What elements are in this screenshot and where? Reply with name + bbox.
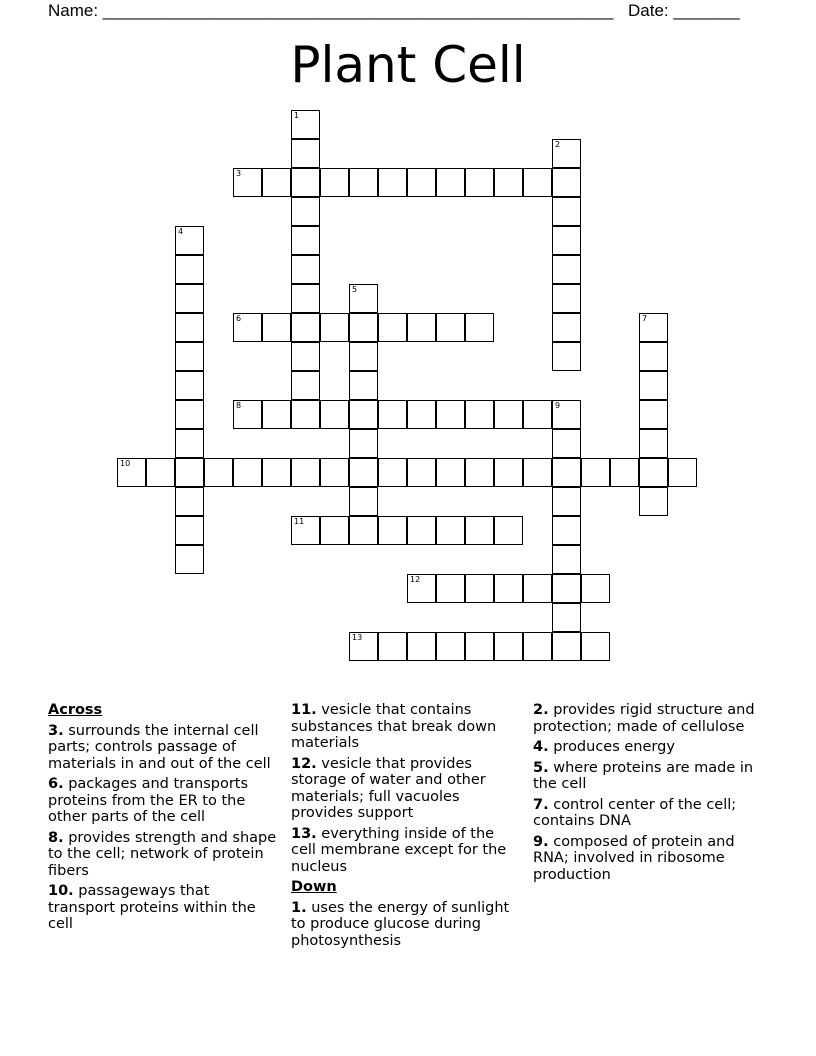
clue-down-5: 5. where proteins are made in the cell (533, 759, 754, 792)
grid-cell[interactable] (117, 458, 146, 487)
grid-cell[interactable] (436, 168, 465, 197)
clue-number: 10 (120, 459, 131, 468)
grid-cell[interactable] (320, 313, 349, 342)
grid-cell[interactable] (552, 458, 581, 487)
clue-across-10: 10. passageways that transport proteins within the cell (48, 883, 256, 932)
grid-cell[interactable] (320, 516, 349, 545)
grid-cell[interactable] (494, 168, 523, 197)
grid-cell[interactable] (552, 400, 581, 429)
grid-cell[interactable] (291, 458, 320, 487)
grid-cell[interactable] (349, 284, 378, 313)
grid-cell[interactable] (291, 168, 320, 197)
grid-cell[interactable] (494, 400, 523, 429)
clue-down-7: 7. control center of the cell; contains DNA (533, 796, 737, 829)
grid-cell[interactable] (262, 458, 291, 487)
grid-cell[interactable] (233, 313, 262, 342)
grid-cell[interactable] (320, 458, 349, 487)
grid-cell[interactable] (407, 632, 436, 661)
grid-cell[interactable] (494, 516, 523, 545)
clue-down-2: 2. provides rigid structure and protection; made of cellulose (533, 702, 755, 735)
grid-cell[interactable] (175, 226, 204, 255)
grid-cell[interactable] (233, 400, 262, 429)
grid-cell[interactable] (349, 429, 378, 458)
grid-cell[interactable] (349, 342, 378, 371)
grid-cell[interactable] (552, 429, 581, 458)
grid-cell[interactable] (378, 400, 407, 429)
grid-cell[interactable] (262, 400, 291, 429)
grid-cell[interactable] (291, 226, 320, 255)
grid-cell[interactable] (552, 574, 581, 603)
grid-cell[interactable] (407, 574, 436, 603)
grid-cell[interactable] (291, 400, 320, 429)
grid-cell[interactable] (552, 255, 581, 284)
grid-cell[interactable] (552, 168, 581, 197)
grid-cell[interactable] (639, 458, 668, 487)
grid-cell[interactable] (175, 400, 204, 429)
grid-cell[interactable] (494, 458, 523, 487)
date-field-label: Date: _______ (628, 1, 740, 20)
grid-cell[interactable] (552, 197, 581, 226)
grid-cell[interactable] (175, 487, 204, 516)
grid-cell[interactable] (552, 632, 581, 661)
grid-cell[interactable] (175, 516, 204, 545)
grid-cell[interactable] (523, 168, 552, 197)
grid-cell[interactable] (378, 313, 407, 342)
clue-number: 3 (236, 169, 242, 178)
grid-cell[interactable] (320, 400, 349, 429)
grid-cell[interactable] (262, 168, 291, 197)
grid-cell[interactable] (523, 574, 552, 603)
grid-cell[interactable] (494, 632, 523, 661)
grid-cell[interactable] (639, 371, 668, 400)
clues-column-3 (533, 702, 765, 887)
grid-cell[interactable] (233, 168, 262, 197)
clue-across-13: 13. everything inside of the cell membrane except for the nucleus (291, 825, 507, 875)
grid-cell[interactable] (552, 545, 581, 574)
clue-number: 13 (352, 633, 363, 642)
grid-cell[interactable] (581, 458, 610, 487)
clues-column-2 (291, 702, 523, 953)
grid-cell[interactable] (291, 516, 320, 545)
grid-cell[interactable] (291, 342, 320, 371)
grid-cell[interactable] (407, 458, 436, 487)
grid-cell[interactable] (523, 632, 552, 661)
clue-number: 5 (352, 285, 358, 294)
grid-cell[interactable] (407, 400, 436, 429)
grid-cell[interactable] (552, 284, 581, 313)
grid-cell[interactable] (146, 458, 175, 487)
grid-cell[interactable] (639, 429, 668, 458)
grid-cell[interactable] (523, 458, 552, 487)
grid-cell[interactable] (175, 545, 204, 574)
clue-number: 11 (294, 517, 305, 526)
grid-cell[interactable] (436, 313, 465, 342)
clue-across-8: 8. provides strength and shape to the cell; network of protein fibers (48, 829, 277, 879)
grid-cell[interactable] (552, 516, 581, 545)
grid-cell[interactable] (175, 429, 204, 458)
grid-cell[interactable] (581, 574, 610, 603)
grid-cell[interactable] (291, 284, 320, 313)
grid-cell[interactable] (639, 313, 668, 342)
grid-cell[interactable] (436, 458, 465, 487)
grid-cell[interactable] (436, 632, 465, 661)
page-title: Plant Cell (290, 36, 526, 94)
grid-cell[interactable] (291, 110, 320, 139)
name-field-label: Name: ______________________________________________________ (48, 1, 614, 20)
grid-cell[interactable] (436, 574, 465, 603)
grid-cell[interactable] (465, 458, 494, 487)
grid-cell[interactable] (465, 400, 494, 429)
grid-cell[interactable] (552, 226, 581, 255)
clue-number: 2 (555, 140, 561, 149)
grid-cell[interactable] (436, 400, 465, 429)
clue-down-1: 1. uses the energy of sunlight to produce glucose during photosynthesis (291, 899, 510, 949)
grid-cell[interactable] (639, 487, 668, 516)
clue-down-9: 9. composed of protein and RNA; involved in ribosome production (533, 833, 735, 883)
grid-cell[interactable] (349, 487, 378, 516)
grid-cell[interactable] (349, 371, 378, 400)
grid-cell[interactable] (494, 574, 523, 603)
grid-cell[interactable] (175, 255, 204, 284)
grid-cell[interactable] (349, 458, 378, 487)
across-heading: Across (48, 702, 103, 718)
grid-cell[interactable] (436, 516, 465, 545)
clue-across-11: 11. vesicle that contains substances that break down materials (291, 702, 497, 751)
grid-cell[interactable] (175, 342, 204, 371)
clue-number: 9 (555, 401, 561, 410)
grid-cell[interactable] (378, 632, 407, 661)
grid-cell[interactable] (378, 168, 407, 197)
grid-cell[interactable] (465, 516, 494, 545)
clue-across-3: 3. surrounds the internal cell parts; controls passage of materials in and out of the cell (48, 722, 271, 772)
grid-cell[interactable] (349, 168, 378, 197)
grid-cell[interactable] (320, 168, 349, 197)
grid-cell[interactable] (552, 139, 581, 168)
clue-number: 12 (410, 575, 421, 584)
grid-cell[interactable] (407, 516, 436, 545)
down-heading: Down (291, 879, 337, 895)
grid-cell[interactable] (349, 313, 378, 342)
grid-cell[interactable] (349, 516, 378, 545)
grid-cell[interactable] (175, 284, 204, 313)
grid-cell[interactable] (291, 371, 320, 400)
clue-number: 1 (294, 111, 300, 120)
grid-cell[interactable] (552, 342, 581, 371)
grid-cell[interactable] (407, 168, 436, 197)
grid-cell[interactable] (378, 458, 407, 487)
grid-cell[interactable] (378, 516, 407, 545)
grid-cell[interactable] (465, 168, 494, 197)
grid-cell[interactable] (610, 458, 639, 487)
grid-cell[interactable] (291, 313, 320, 342)
grid-cell[interactable] (291, 139, 320, 168)
grid-cell[interactable] (465, 313, 494, 342)
clue-number: 4 (178, 227, 184, 236)
grid-cell[interactable] (233, 458, 262, 487)
clue-across-12: 12. vesicle that provides storage of water and other materials; full vacuoles provides support (291, 755, 486, 821)
grid-cell[interactable] (523, 400, 552, 429)
grid-cell[interactable] (175, 458, 204, 487)
grid-cell[interactable] (204, 458, 233, 487)
grid-cell[interactable] (349, 632, 378, 661)
clues-column-1 (48, 702, 280, 937)
grid-cell[interactable] (349, 400, 378, 429)
grid-cell[interactable] (175, 313, 204, 342)
grid-cell[interactable] (639, 342, 668, 371)
grid-cell[interactable] (552, 603, 581, 632)
grid-cell[interactable] (407, 313, 436, 342)
grid-cell[interactable] (581, 632, 610, 661)
grid-cell[interactable] (262, 313, 291, 342)
clue-across-6: 6. packages and transports proteins from the ER to the other parts of the cell (48, 776, 249, 825)
grid-cell[interactable] (552, 487, 581, 516)
grid-cell[interactable] (465, 632, 494, 661)
grid-cell[interactable] (668, 458, 697, 487)
clue-down-4: 4. produces energy (533, 739, 675, 755)
grid-cell[interactable] (552, 313, 581, 342)
grid-cell[interactable] (291, 197, 320, 226)
clue-number: 7 (642, 314, 648, 323)
clue-number: 6 (236, 314, 242, 323)
grid-cell[interactable] (465, 574, 494, 603)
grid-cell[interactable] (639, 400, 668, 429)
grid-cell[interactable] (175, 371, 204, 400)
clue-number: 8 (236, 401, 242, 410)
grid-cell[interactable] (291, 255, 320, 284)
